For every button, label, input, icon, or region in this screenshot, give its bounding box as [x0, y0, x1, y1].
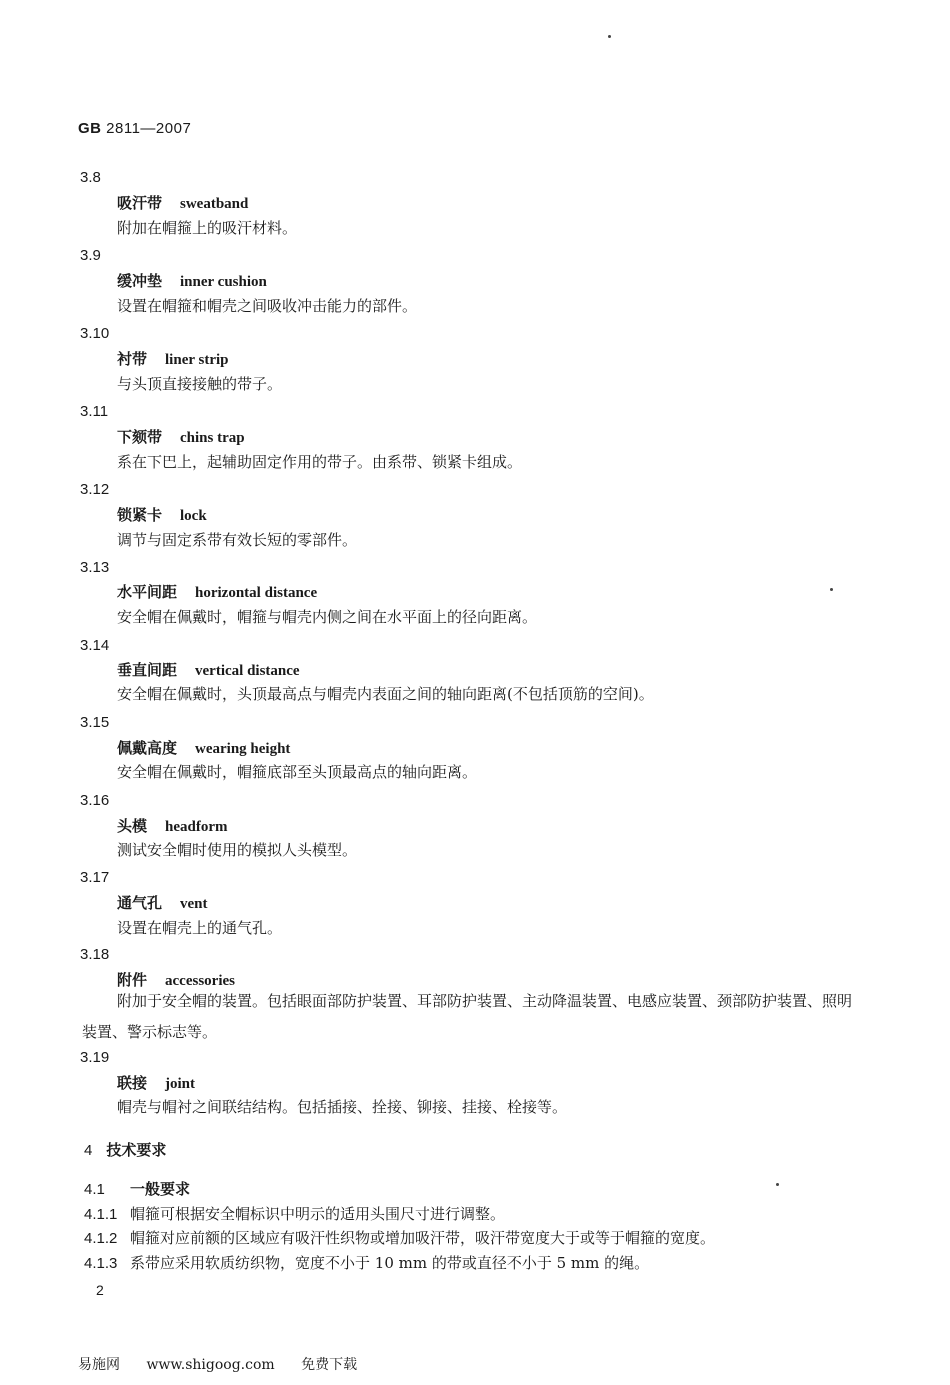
requirement-heading — [84, 1179, 190, 1200]
term-en: inner cushion — [180, 274, 267, 290]
section-number: 4 — [84, 1142, 93, 1159]
definition-number: 3.17 — [80, 869, 110, 886]
requirement-text: 一般要求 — [130, 1180, 191, 1198]
standard-header — [78, 120, 191, 137]
definition-number: 3.16 — [80, 792, 110, 809]
term-cn: 佩戴高度 — [117, 739, 178, 757]
definition-number: 3.8 — [80, 169, 101, 186]
term-en: accessories — [165, 973, 235, 989]
definition-number: 3.13 — [80, 559, 110, 576]
term-cn: 下颏带 — [117, 428, 163, 446]
definition-number: 3.18 — [80, 946, 110, 963]
term-en: sweatband — [180, 196, 249, 212]
definition-text: 与头顶直接接触的带子。 — [117, 375, 283, 393]
term-cn: 附件 — [117, 971, 148, 989]
standard-number: 2811—2007 — [106, 120, 192, 137]
definition-term — [117, 816, 228, 836]
term-cn: 通气孔 — [117, 894, 163, 912]
section-title-text: 技术要求 — [106, 1141, 167, 1159]
definition-text: 测试安全帽时使用的模拟人头模型。 — [117, 841, 358, 859]
requirement-item — [84, 1253, 649, 1274]
definition-number: 3.11 — [80, 403, 109, 420]
definition-number: 3.9 — [80, 247, 101, 264]
definition-number: 3.15 — [80, 714, 110, 731]
definition-text: 设置在帽壳上的通气孔。 — [117, 919, 283, 937]
requirement-text: 系带应采用软质纺织物，宽度不小于 10 mm 的带或直径不小于 5 mm 的绳。 — [130, 1254, 650, 1272]
term-cn: 吸汗带 — [117, 194, 163, 212]
term-en: vent — [180, 896, 208, 912]
term-en: wearing height — [195, 741, 291, 757]
term-en: liner strip — [165, 352, 229, 368]
definition-term — [117, 582, 317, 602]
requirement-number: 4.1.3 — [84, 1255, 118, 1272]
scan-speck — [608, 35, 611, 38]
definition-term — [117, 893, 208, 913]
term-en: vertical distance — [195, 663, 300, 679]
scan-speck — [830, 588, 833, 591]
footer-site-name: 易施网 — [78, 1357, 120, 1373]
definition-text: 系在下巴上，起辅助固定作用的带子。由系带、锁紧卡组成。 — [117, 453, 523, 471]
term-cn: 缓冲垫 — [117, 272, 163, 290]
term-en: chins trap — [180, 430, 245, 446]
requirement-item — [84, 1228, 715, 1249]
definition-term — [117, 193, 248, 213]
definition-term — [117, 738, 290, 758]
definition-term — [117, 349, 229, 369]
term-en: horizontal distance — [195, 585, 318, 601]
requirement-text: 帽箍可根据安全帽标识中明示的适用头围尺寸进行调整。 — [130, 1205, 506, 1223]
definition-text: 设置在帽箍和帽壳之间吸收冲击能力的部件。 — [117, 297, 418, 315]
definition-number: 3.10 — [80, 325, 110, 342]
footer-download-text: 免费下载 — [301, 1357, 358, 1373]
requirement-text: 帽箍对应前额的区域应有吸汗性织物或增加吸汗带，吸汗带宽度大于或等于帽箍的宽度。 — [130, 1229, 716, 1247]
definition-text: 安全帽在佩戴时，帽箍底部至头顶最高点的轴向距离。 — [117, 763, 478, 781]
definition-number: 3.19 — [80, 1049, 110, 1066]
definition-text: 附加于安全帽的装置。包括眼面部防护装置、耳部防护装置、主动降温装置、电感应装置、颈部防护装置、照明装置、警示标志等。 — [82, 992, 853, 1041]
definition-text: 帽壳与帽衬之间联结结构。包括插接、拴接、铆接、挂接、栓接等。 — [117, 1098, 568, 1116]
requirement-number: 4.1.1 — [84, 1206, 118, 1223]
definition-text: 调节与固定系带有效长短的零部件。 — [117, 531, 358, 549]
standard-code: GB — [78, 120, 102, 137]
term-cn: 头模 — [117, 817, 148, 835]
definition-text: 附加在帽箍上的吸汗材料。 — [117, 219, 298, 237]
term-cn: 衬带 — [117, 350, 148, 368]
term-cn: 垂直间距 — [117, 661, 178, 679]
requirement-number: 4.1.2 — [84, 1230, 118, 1247]
term-en: lock — [180, 508, 207, 524]
term-cn: 联接 — [117, 1074, 148, 1092]
definition-number: 3.14 — [80, 637, 110, 654]
definition-text: 安全帽在佩戴时，帽箍与帽壳内侧之间在水平面上的径向距离。 — [117, 608, 538, 626]
definition-text: 安全帽在佩戴时，头顶最高点与帽壳内表面之间的轴向距离(不包括顶筋的空间)。 — [117, 685, 654, 703]
definition-number: 3.12 — [80, 481, 110, 498]
term-cn: 水平间距 — [117, 583, 178, 601]
term-cn: 锁紧卡 — [117, 506, 163, 524]
definition-term — [117, 1073, 195, 1093]
definition-term — [117, 660, 300, 680]
term-en: headform — [165, 819, 228, 835]
definition-term — [117, 505, 207, 525]
term-en: joint — [165, 1076, 196, 1092]
requirement-item — [84, 1204, 505, 1225]
requirement-number: 4.1 — [84, 1181, 105, 1198]
definition-term — [117, 427, 245, 447]
scan-speck — [776, 1183, 779, 1186]
section-heading — [84, 1140, 166, 1161]
footer-site-url[interactable]: www.shigoog.com — [146, 1357, 275, 1373]
page-number: 2 — [96, 1282, 104, 1298]
footer — [78, 1354, 379, 1374]
definition-term — [117, 271, 267, 291]
